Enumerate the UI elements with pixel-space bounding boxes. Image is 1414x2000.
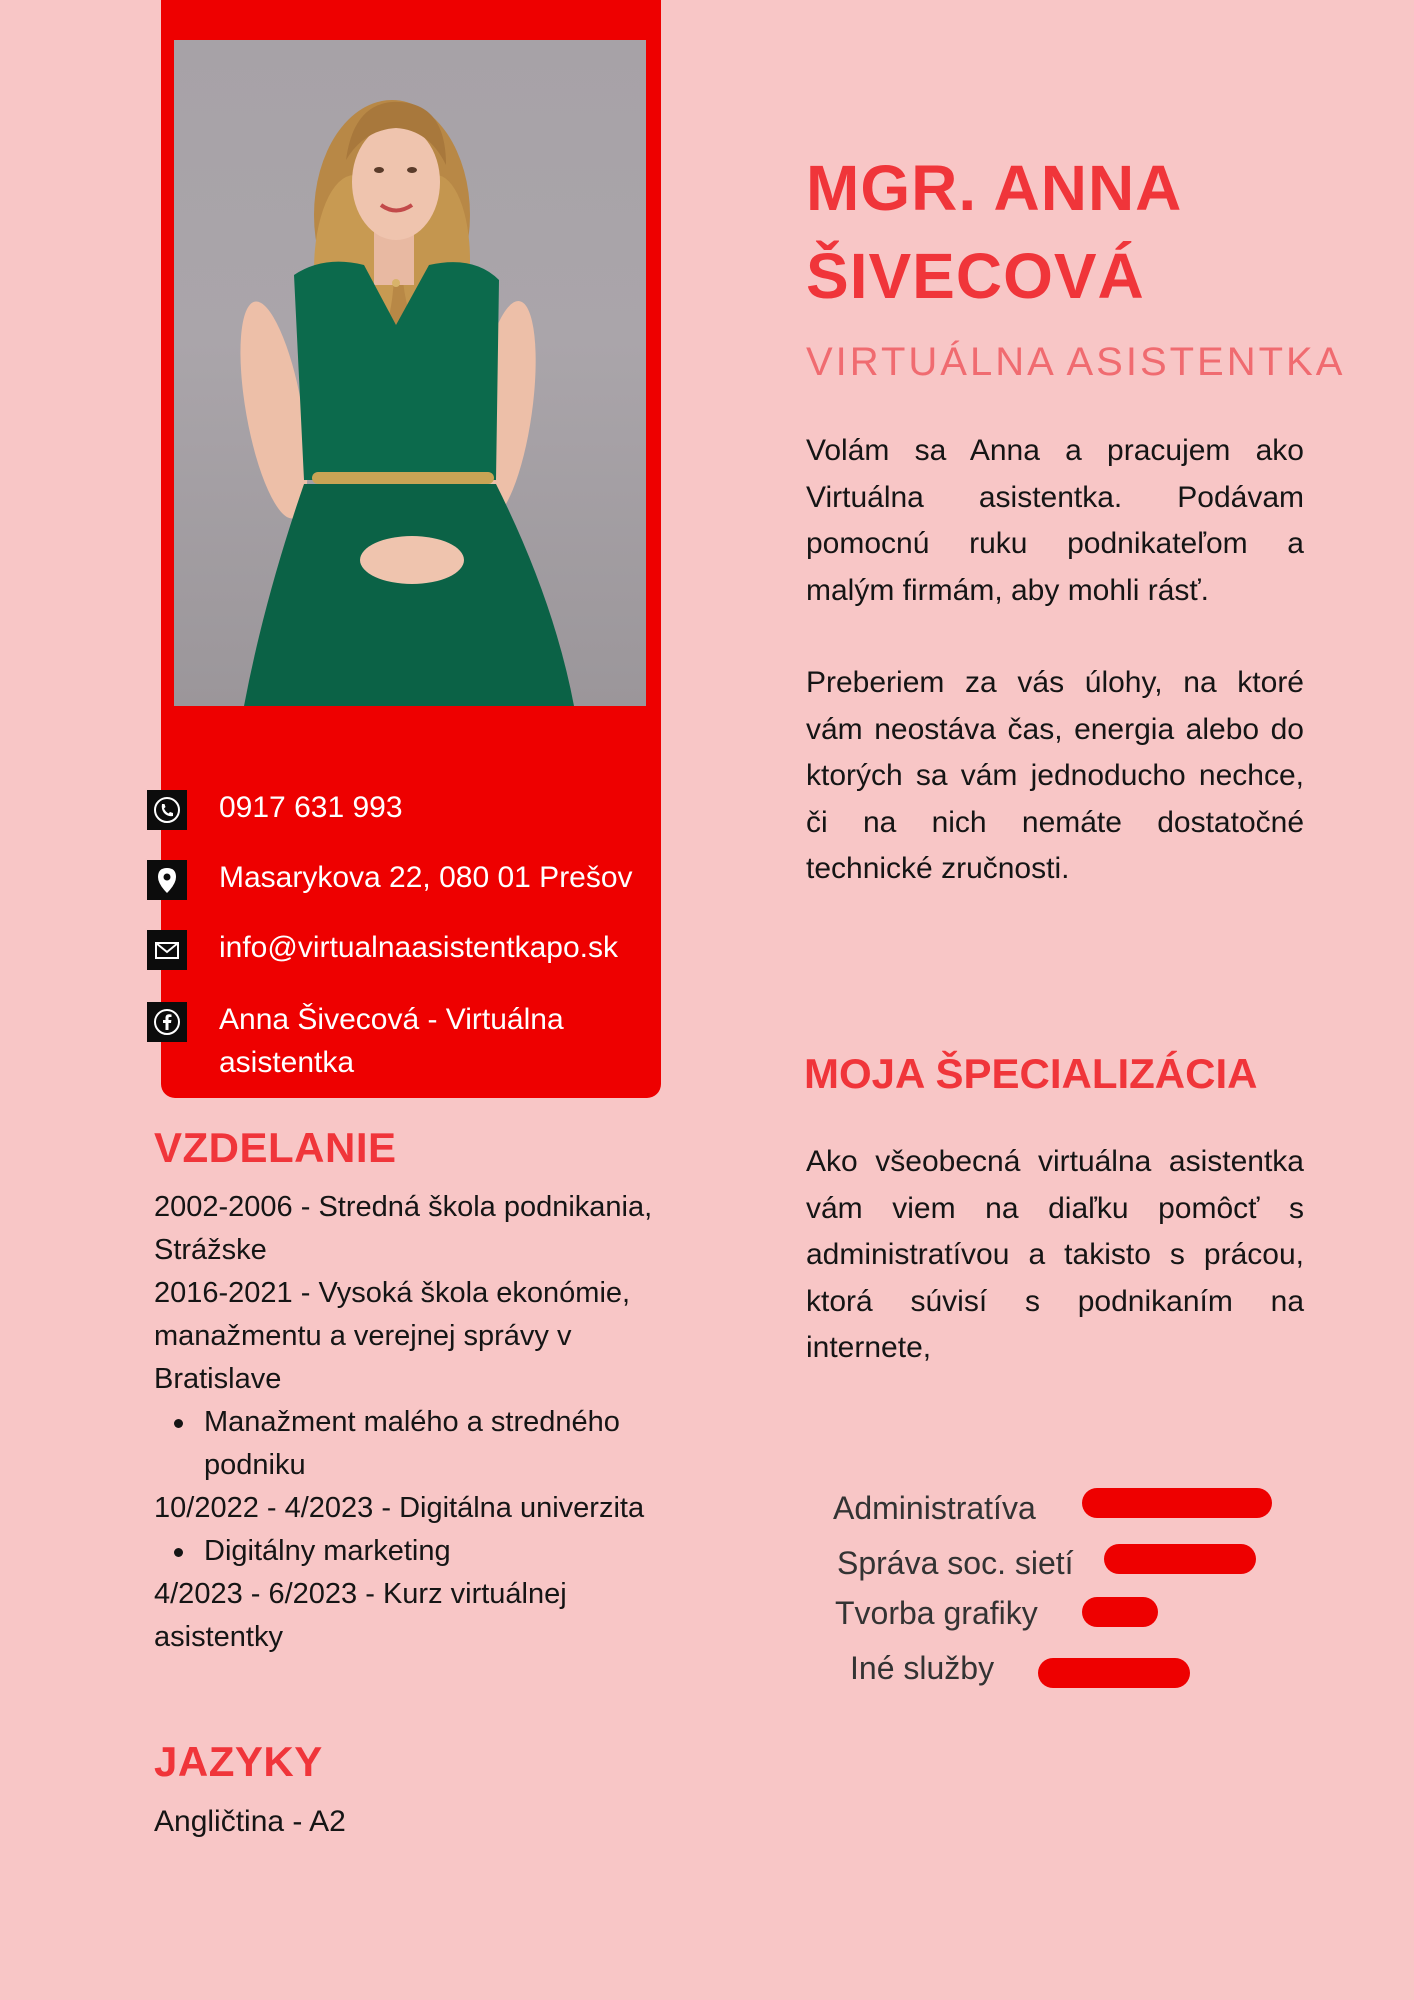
education-item: 10/2022 - 4/2023 - Digitálna univerzita	[154, 1492, 645, 1524]
education-heading: VZDELANIE	[154, 1124, 397, 1171]
skill-label: Iné služby	[850, 1650, 995, 1686]
phone-icon	[147, 790, 187, 830]
languages-heading: JAZYKY	[154, 1738, 323, 1785]
specialization-text: Ako všeobecná virtuálna asistentka vám viem na diaľku pomôcť s administratívou a takisto s prácou, ktorá súvisí s podnikaním na internete,	[806, 1145, 1304, 1364]
skill-label: Administratíva	[833, 1490, 1036, 1526]
location-pin-icon	[147, 860, 187, 900]
skill-label: Správa soc. sietí	[837, 1545, 1074, 1581]
person-name	[806, 144, 1182, 320]
education-bullet: Digitálny marketing	[154, 1530, 674, 1573]
email-link[interactable]: info@virtualnaasistentkapo.sk	[219, 931, 618, 964]
phone-number[interactable]: 0917 631 993	[219, 791, 403, 824]
intro-paragraph-2: Preberiem za vás úlohy, na ktoré vám neostáva čas, energia alebo do ktorých sa vám jednoducho nechce, či na nich nemáte dostatočné technické zručnosti.	[806, 666, 1304, 885]
address-text: Masarykova 22, 080 01 Prešov	[219, 861, 633, 894]
skill-bar	[1038, 1658, 1190, 1688]
intro-paragraph-1: Volám sa Anna a pracujem ako Virtuálna asistentka. Podávam pomocnú ruku podnikateľom a malým firmám, aby mohli rásť.	[806, 434, 1304, 607]
skill-bar	[1104, 1544, 1256, 1574]
profile-photo	[174, 40, 646, 706]
name-line-2: ŠIVECOVÁ	[806, 240, 1145, 312]
skill-bar	[1082, 1488, 1272, 1518]
specialization-heading: MOJA ŠPECIALIZÁCIA	[804, 1050, 1258, 1097]
mail-icon	[147, 930, 187, 970]
skill-bar	[1082, 1597, 1158, 1627]
skill-label: Tvorba grafiky	[835, 1595, 1038, 1631]
facebook-icon	[147, 1002, 187, 1042]
language-item: Angličtina - A2	[154, 1805, 346, 1838]
portrait-illustration	[174, 40, 646, 706]
job-title: VIRTUÁLNA ASISTENTKA	[806, 340, 1346, 384]
education-item: 2002-2006 - Stredná škola podnikania, Strážske	[154, 1191, 653, 1266]
education-list	[154, 1186, 674, 1659]
education-bullet: Manažment malého a stredného podniku	[154, 1401, 674, 1487]
education-item: 2016-2021 - Vysoká škola ekonómie, manažmentu a verejnej správy v Bratislave	[154, 1277, 631, 1395]
education-item: 4/2023 - 6/2023 - Kurz virtuálnej asistentky	[154, 1578, 567, 1653]
facebook-link[interactable]: Anna Šivecová - Virtuálna asistentka	[219, 1003, 564, 1079]
name-line-1: MGR. ANNA	[806, 152, 1183, 224]
